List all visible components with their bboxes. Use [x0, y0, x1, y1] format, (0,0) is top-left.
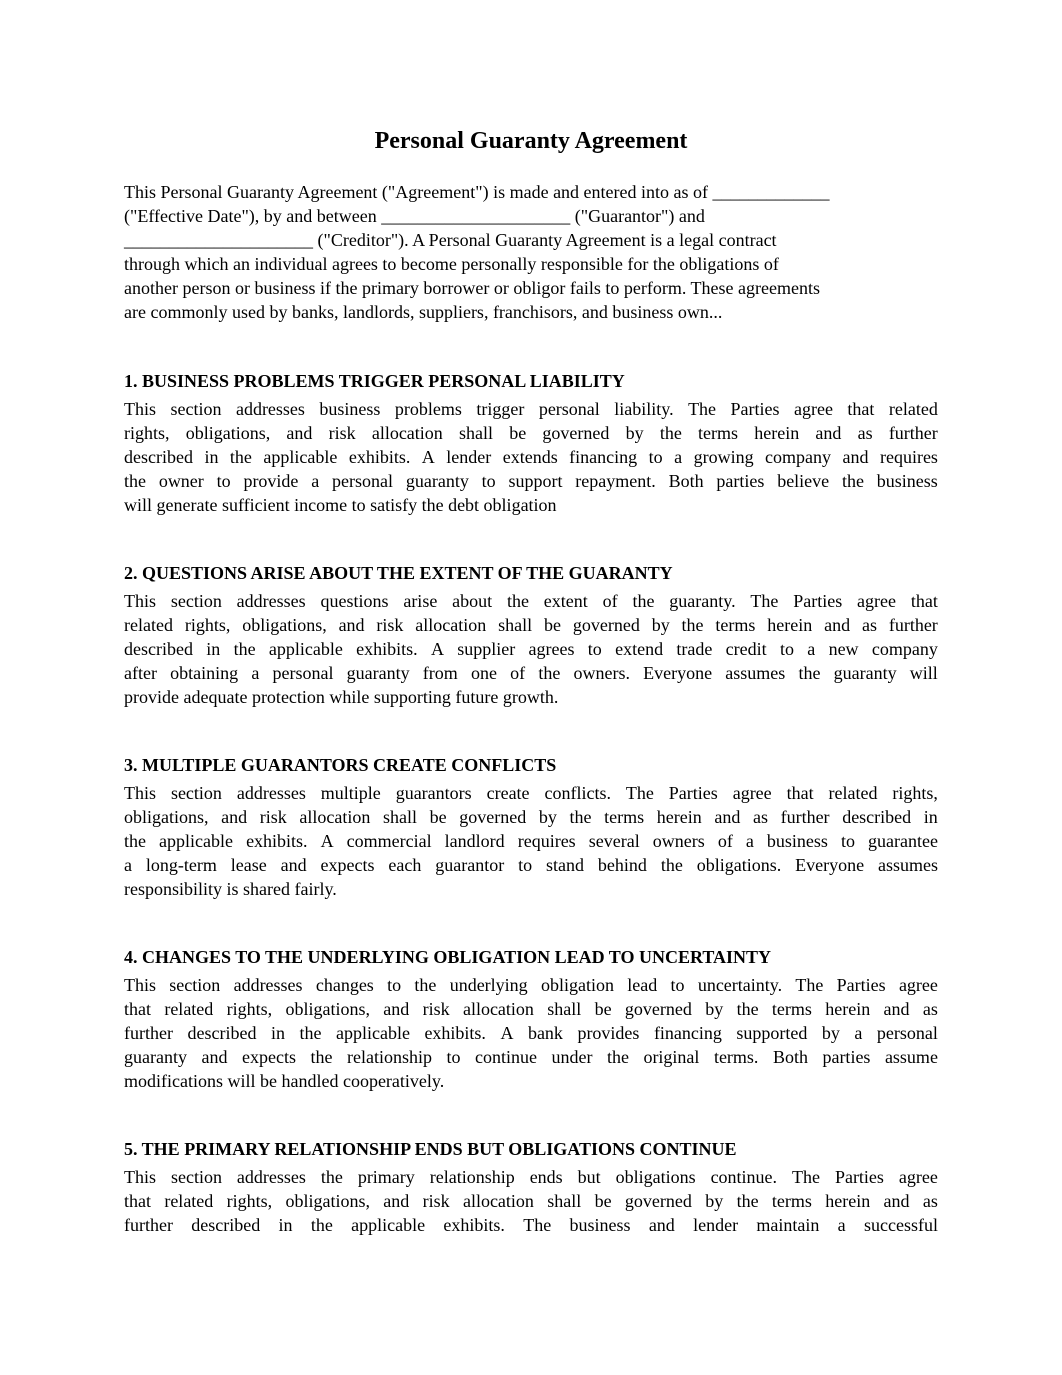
- section-body: [124, 973, 938, 1093]
- section-line: the applicable exhibits. A commercial landlord requires several owners of a business to guarantee: [124, 831, 938, 851]
- section-line: This section addresses changes to the underlying obligation lead to uncertainty. The Parties agree: [124, 975, 938, 995]
- section-line: rights, obligations, and risk allocation shall be governed by the terms herein and as further: [124, 423, 938, 443]
- section-line: described in the applicable exhibits. A supplier agrees to extend trade credit to a new company: [124, 639, 938, 659]
- section-line: obligations, and risk allocation shall be governed by the terms herein and as further described in: [124, 807, 938, 827]
- section-3: [124, 753, 938, 901]
- section-line: that related rights, obligations, and risk allocation shall be governed by the terms herein and as: [124, 999, 938, 1019]
- section-line: a long-term lease and expects each guarantor to stand behind the obligations. Everyone assumes: [124, 855, 938, 875]
- intro-line: This Personal Guaranty Agreement ("Agreement") is made and entered into as of _____________: [124, 182, 830, 202]
- section-line: This section addresses the primary relationship ends but obligations continue. The Parties agree: [124, 1167, 938, 1187]
- section-line: This section addresses multiple guarantors create conflicts. The Parties agree that related rights,: [124, 783, 938, 803]
- section-line: will generate sufficient income to satisfy the debt obligation: [124, 495, 557, 515]
- section-line: after obtaining a personal guaranty from one of the owners. Everyone assumes the guaranty will: [124, 663, 938, 683]
- section-body: [124, 1165, 938, 1237]
- section-heading: 2. QUESTIONS ARISE ABOUT THE EXTENT OF THE GUARANTY: [124, 563, 673, 583]
- document-title: Personal Guaranty Agreement: [374, 128, 688, 154]
- intro-line: are commonly used by banks, landlords, suppliers, franchisors, and business own...: [124, 302, 723, 322]
- section-body: [124, 589, 938, 709]
- section-line: provide adequate protection while supporting future growth.: [124, 687, 559, 707]
- section-1: [124, 369, 938, 517]
- section-line: guaranty and expects the relationship to continue under the original terms. Both parties assume: [124, 1047, 938, 1067]
- intro-paragraph: [124, 180, 938, 324]
- section-line: described in the applicable exhibits. A lender extends financing to a growing company and requires: [124, 447, 938, 467]
- section-body: [124, 781, 938, 901]
- section-line: modifications will be handled cooperatively.: [124, 1071, 445, 1091]
- intro-line: _____________________ ("Creditor"). A Personal Guaranty Agreement is a legal contract: [124, 230, 777, 250]
- intro-line: ("Effective Date"), by and between _____________________ ("Guarantor") and: [124, 206, 705, 226]
- section-line: related rights, obligations, and risk allocation shall be governed by the terms herein and as further: [124, 615, 938, 635]
- intro-line: another person or business if the primary borrower or obligor fails to perform. These agreements: [124, 278, 820, 298]
- section-line: responsibility is shared fairly.: [124, 879, 337, 899]
- section-heading: 5. THE PRIMARY RELATIONSHIP ENDS BUT OBLIGATIONS CONTINUE: [124, 1139, 737, 1159]
- section-line: This section addresses business problems trigger personal liability. The Parties agree that related: [124, 399, 938, 419]
- intro-line: through which an individual agrees to become personally responsible for the obligations of: [124, 254, 779, 274]
- section-line: further described in the applicable exhibits. The business and lender maintain a successful: [124, 1215, 938, 1235]
- section-line: that related rights, obligations, and risk allocation shall be governed by the terms herein and as: [124, 1191, 938, 1211]
- section-body: [124, 397, 938, 517]
- section-line: This section addresses questions arise about the extent of the guaranty. The Parties agree that: [124, 591, 938, 611]
- section-heading: 1. BUSINESS PROBLEMS TRIGGER PERSONAL LIABILITY: [124, 371, 625, 391]
- section-5: [124, 1137, 938, 1237]
- section-heading: 4. CHANGES TO THE UNDERLYING OBLIGATION LEAD TO UNCERTAINTY: [124, 947, 772, 967]
- section-4: [124, 945, 938, 1093]
- section-2: [124, 561, 938, 709]
- section-line: further described in the applicable exhibits. A bank provides financing supported by a personal: [124, 1023, 938, 1043]
- section-heading: 3. MULTIPLE GUARANTORS CREATE CONFLICTS: [124, 755, 557, 775]
- section-line: the owner to provide a personal guaranty to support repayment. Both parties believe the business: [124, 471, 938, 491]
